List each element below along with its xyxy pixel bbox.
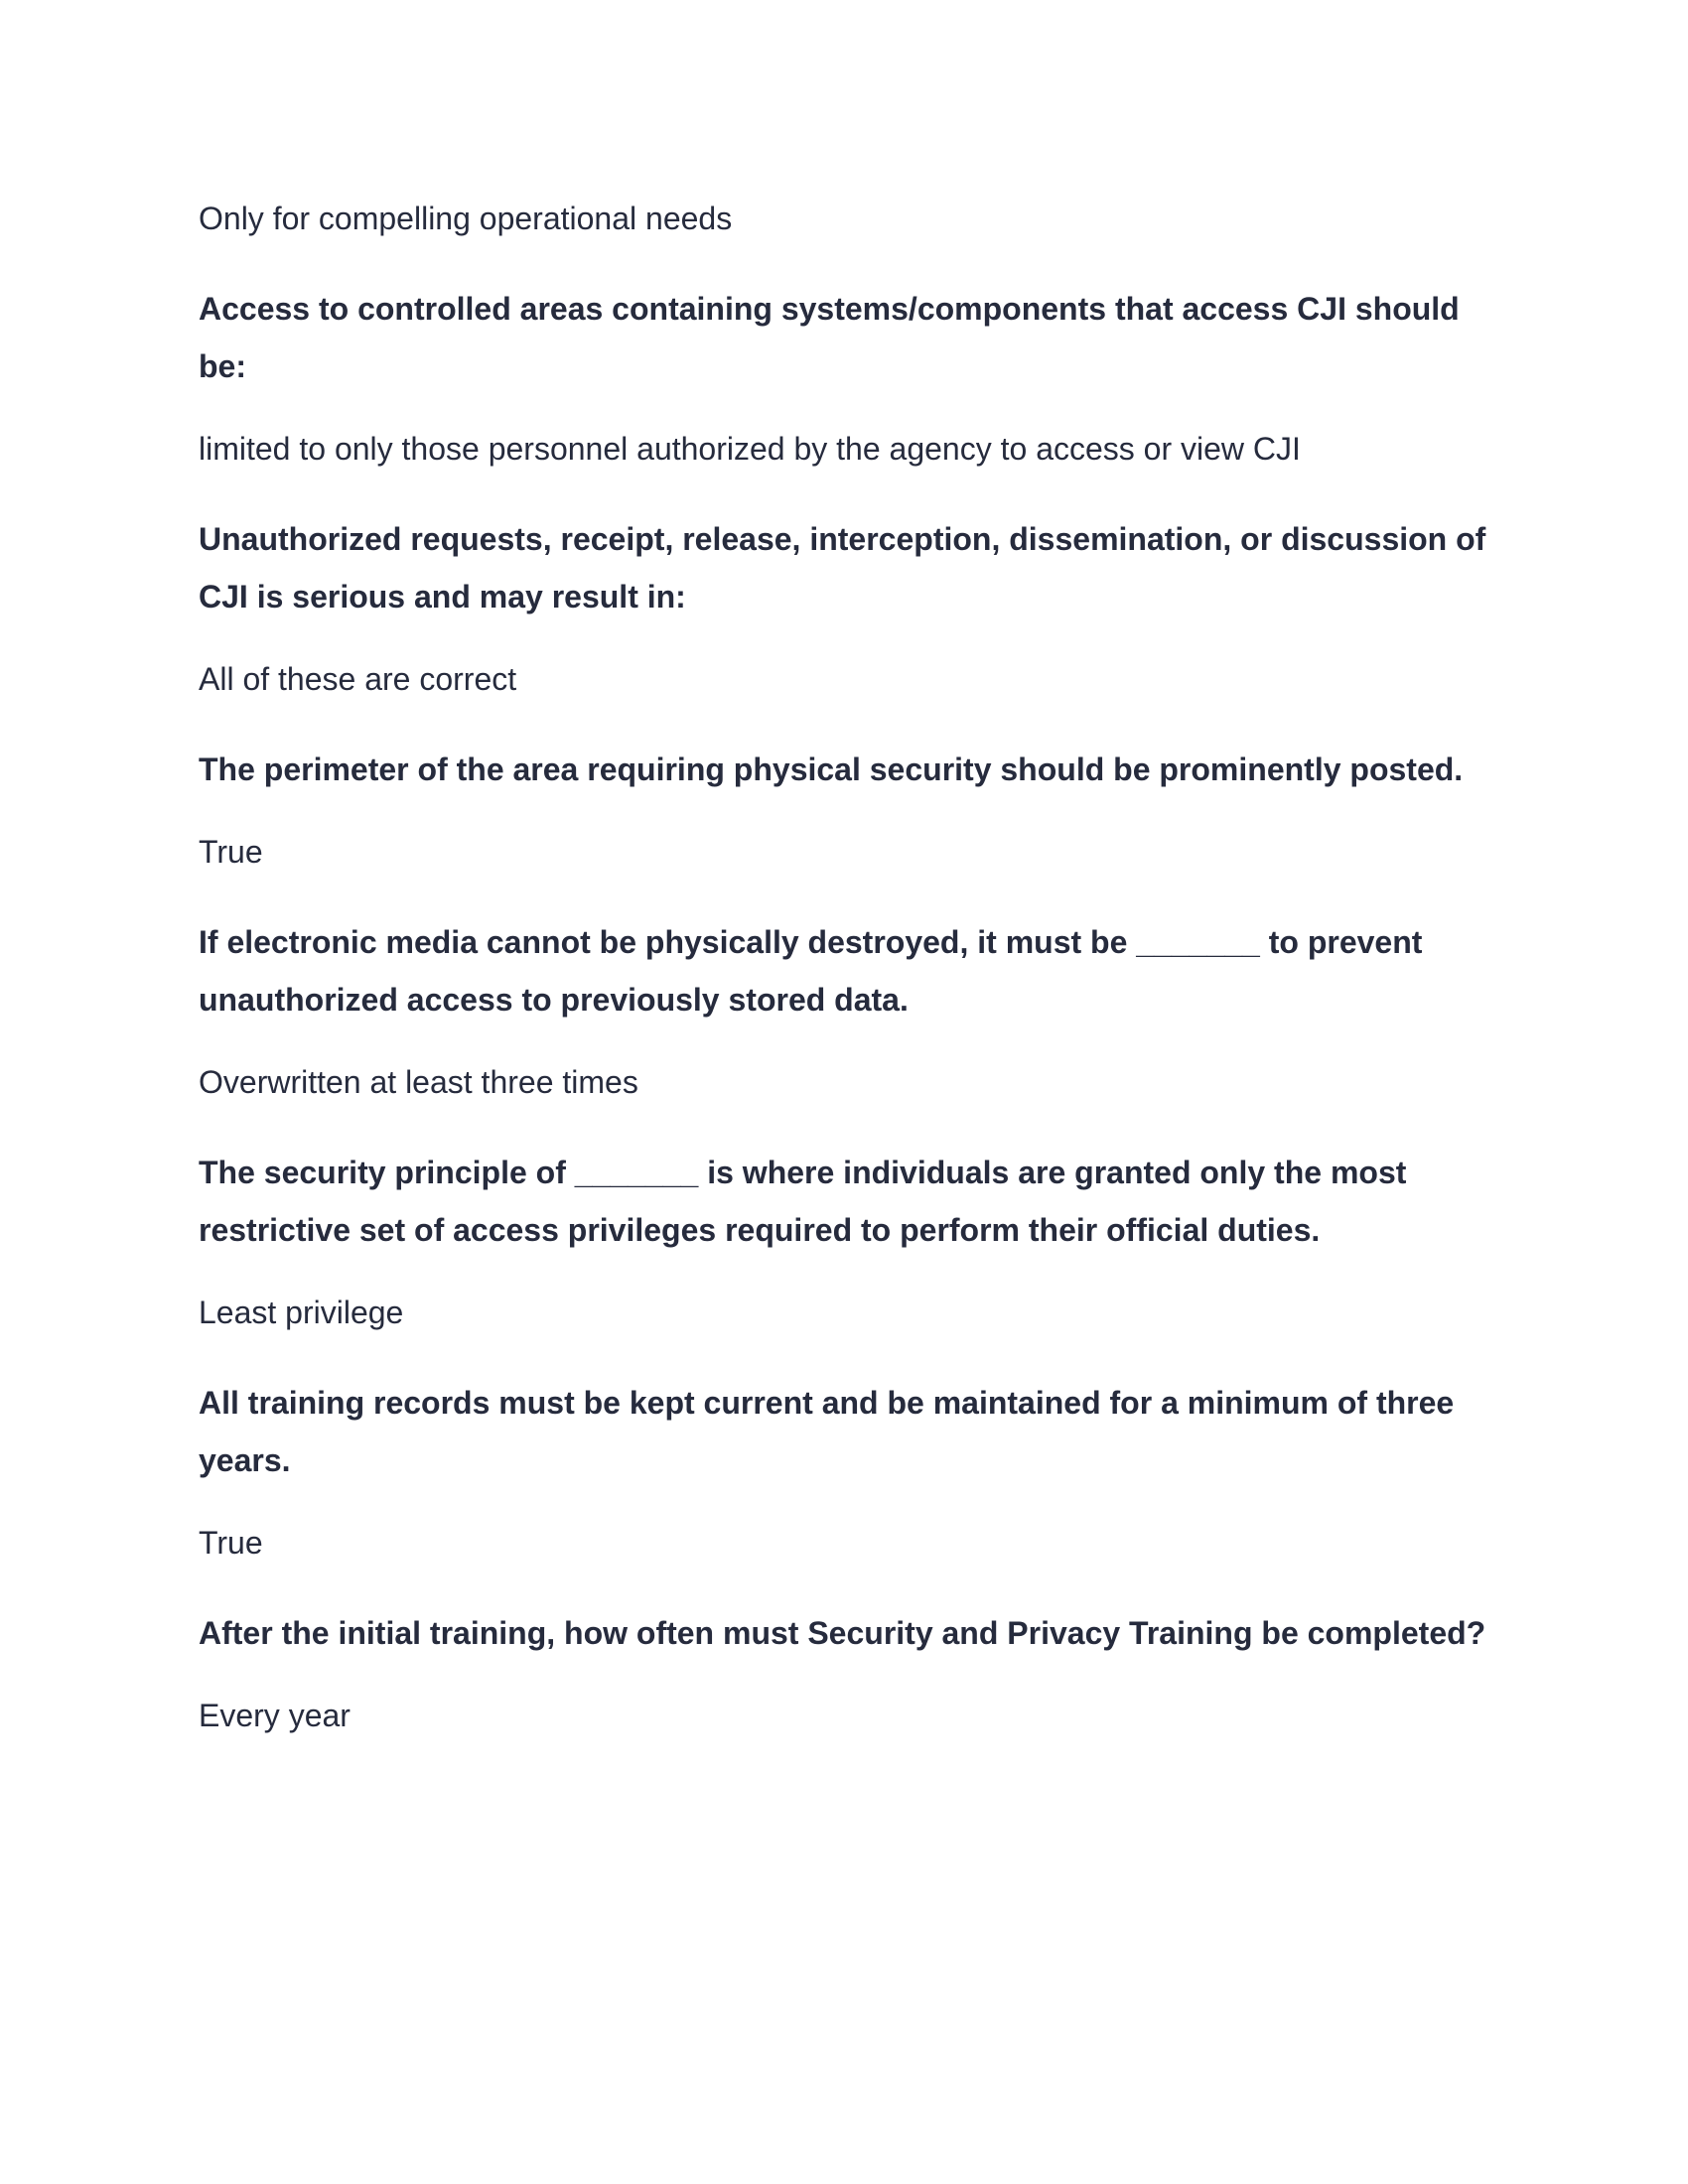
qa-item bbox=[199, 1374, 1509, 1567]
answer-text: limited to only those personnel authorized by the agency to access or view CJI bbox=[199, 431, 1301, 467]
answer-text: All of these are correct bbox=[199, 661, 517, 697]
answer-text: True bbox=[199, 834, 263, 870]
qa-item bbox=[199, 1604, 1509, 1739]
answer-text: Every year bbox=[199, 1698, 351, 1733]
question-text: Unauthorized requests, receipt, release, interception, dissemination, or discussion of CJI is serious and may result in: bbox=[199, 521, 1486, 614]
answer-text: Overwritten at least three times bbox=[199, 1064, 638, 1100]
question-text: Access to controlled areas containing systems/components that access CJI should be: bbox=[199, 291, 1460, 384]
qa-item bbox=[199, 510, 1509, 703]
question-text: The security principle of _______ is where individuals are granted only the most restrictive set of access privileges required to perform their official duties. bbox=[199, 1155, 1407, 1248]
answer-text: Least privilege bbox=[199, 1295, 404, 1330]
qa-item bbox=[199, 1144, 1509, 1336]
qa-item bbox=[199, 280, 1509, 473]
qa-item bbox=[199, 741, 1509, 876]
question-text: The perimeter of the area requiring physical security should be prominently posted. bbox=[199, 751, 1464, 787]
question-text: All training records must be kept current and be maintained for a minimum of three years. bbox=[199, 1385, 1455, 1478]
qa-item bbox=[199, 913, 1509, 1106]
document-page bbox=[199, 195, 1509, 1777]
question-text: If electronic media cannot be physically destroyed, it must be _______ to prevent unauthorized access to previously stored data. bbox=[199, 924, 1423, 1018]
question-text: After the initial training, how often must Security and Privacy Training be completed? bbox=[199, 1615, 1486, 1651]
answer-text: Only for compelling operational needs bbox=[199, 201, 733, 236]
answer-text: True bbox=[199, 1525, 263, 1561]
